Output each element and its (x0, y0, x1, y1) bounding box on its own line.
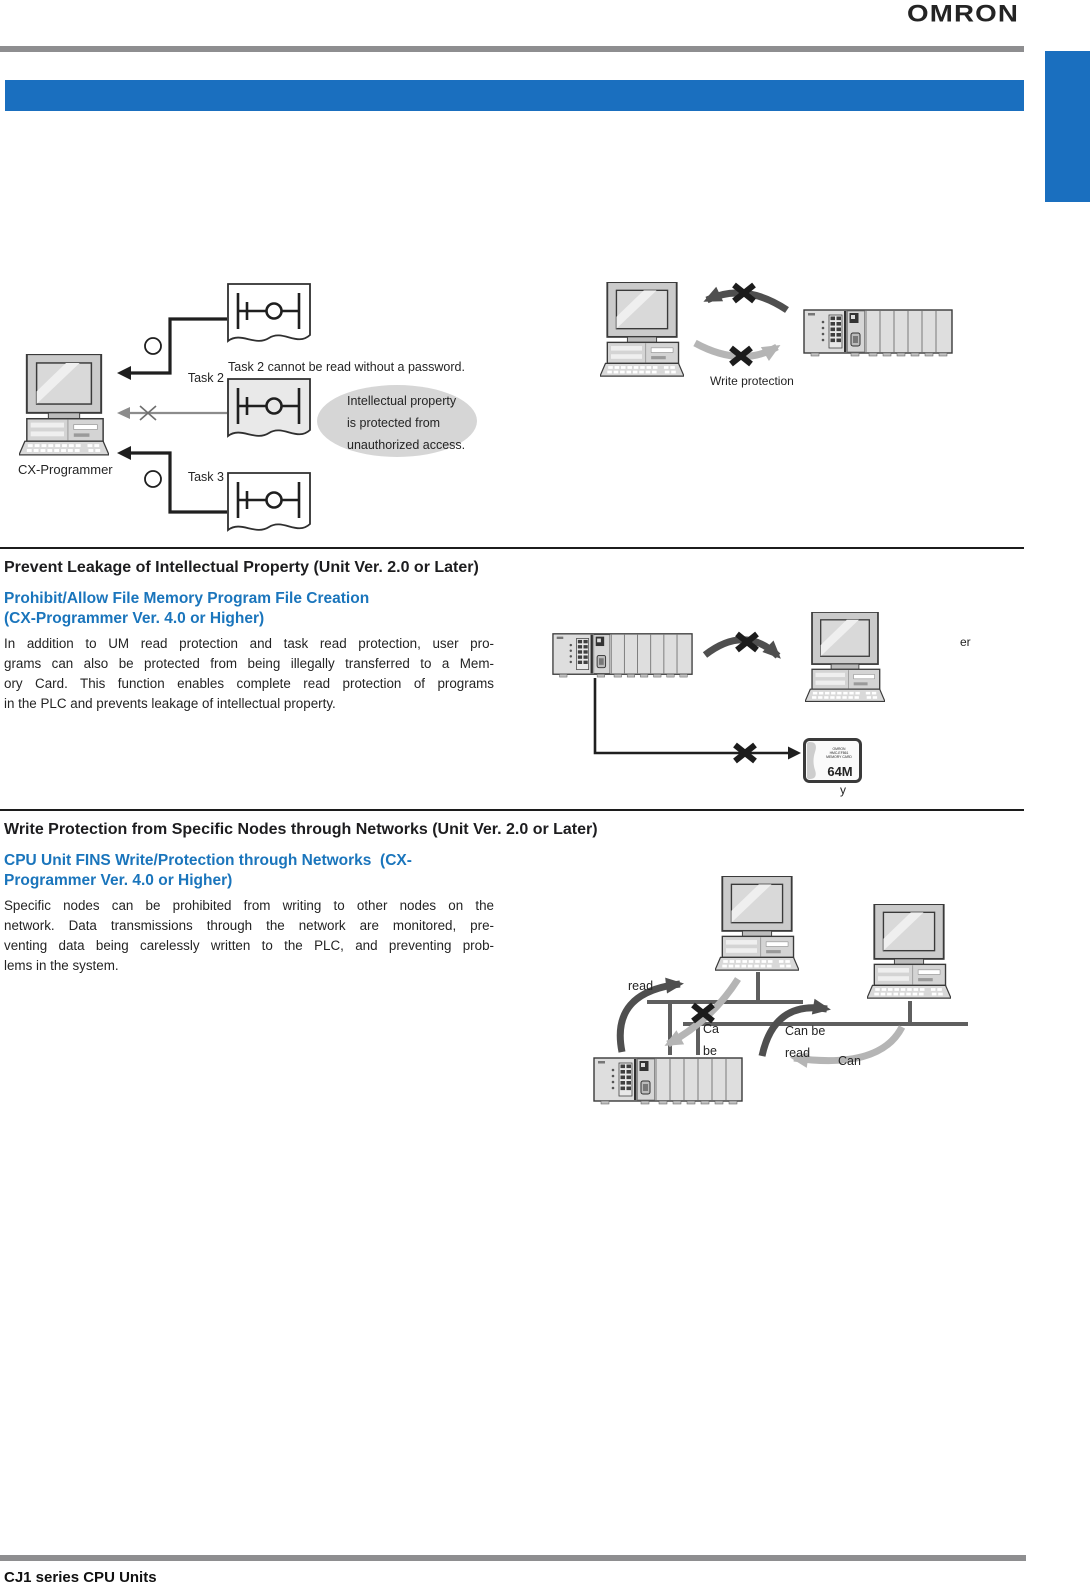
body-line: venting data being carelessly written to the PLC, and preventing prob- (4, 938, 494, 953)
label-can: Can (838, 1054, 861, 1068)
section-rule (0, 809, 1024, 811)
task2-sheet-icon (228, 379, 310, 436)
body-line: ory Card. This function enables complete read protection of programs (4, 676, 494, 691)
plc-icon (553, 634, 692, 677)
label-be: be (703, 1044, 717, 1058)
computer-icon (600, 282, 684, 376)
write-protection-diagram (583, 278, 955, 392)
footer-rule (0, 1555, 1026, 1561)
plc-icon (804, 310, 952, 356)
label-ca: Ca (703, 1022, 719, 1036)
footer-product-title: CJ1 series CPU Units (4, 1569, 157, 1586)
task2-label: Task 2 (187, 371, 224, 385)
cx-programmer-label: CX-Programmer (18, 462, 113, 477)
task1-sheet-icon (228, 284, 310, 341)
sub-heading-line: CPU Unit FINS Write/Protection through Networks (CX- (4, 852, 412, 869)
section-title-bar (5, 80, 1024, 111)
clipped-text-er: er (960, 635, 971, 649)
label-can-be: Can be (785, 1024, 826, 1038)
header-rule (0, 46, 1024, 52)
computer-icon (19, 354, 109, 455)
callout-line: Intellectual property (347, 394, 457, 408)
omron-logo (905, 2, 1021, 26)
arrow-blocked-icon (117, 407, 130, 419)
body-line: lems in the system. (4, 958, 119, 973)
write-protection-label: Write protection (710, 374, 794, 388)
callout-line: unauthorized access. (347, 438, 466, 452)
memory-card-text: OMRON (832, 747, 846, 751)
task-protection-diagram (18, 275, 488, 541)
sub-heading-line: Prohibit/Allow File Memory Program File Creation (4, 590, 370, 607)
allowed-circle-icon (145, 338, 161, 354)
callout-line: is protected from (347, 416, 441, 430)
arrow-top-icon (117, 366, 131, 380)
network-protection-diagram (588, 862, 990, 1112)
memory-card-capacity-label: 64M (827, 764, 853, 779)
task3-sheet-icon (228, 473, 310, 530)
body-line: in the PLC and prevents leakage of intellectual property. (4, 696, 336, 711)
computer-icon (715, 876, 799, 970)
plc-icon (594, 1058, 742, 1104)
omron-logo-text: OMRON (907, 2, 1019, 26)
section-body (4, 634, 494, 714)
arrow-bottom-icon (117, 446, 131, 460)
clipped-text-y: y (840, 783, 846, 797)
computer-icon (867, 904, 951, 998)
section-body (4, 896, 494, 976)
password-caption: Task 2 cannot be read without a password. (228, 360, 465, 374)
body-line: network. Data transmissions through the network are monitored, pre- (4, 918, 494, 933)
sub-heading (4, 589, 369, 629)
section-heading: Prevent Leakage of Intellectual Property (Unit Ver. 2.0 or Later) (4, 559, 479, 576)
label-read: read (628, 979, 654, 993)
computer-icon (805, 612, 885, 701)
section-rule (0, 547, 1024, 549)
task3-label: Task 3 (187, 470, 224, 484)
page-edge-tab (1045, 51, 1090, 202)
card-transfer-arrow-icon (788, 747, 801, 760)
sub-heading-line: Programmer Ver. 4.0 or Higher) (4, 872, 233, 889)
card-transfer-line (595, 678, 788, 753)
body-line: In addition to UM read protection and task read protection, user pro- (4, 636, 494, 651)
body-line: Specific nodes can be prohibited from writing to other nodes on the (4, 898, 494, 913)
body-line: grams can also be protected from being illegally transferred to a Mem- (4, 656, 494, 671)
sub-heading (4, 851, 412, 891)
memory-card-protection-diagram (540, 598, 990, 800)
section-heading: Write Protection from Specific Nodes through Networks (Unit Ver. 2.0 or Later) (4, 821, 598, 838)
allowed-circle-icon (145, 471, 161, 487)
sub-heading-line: (CX-Programmer Ver. 4.0 or Higher) (4, 610, 265, 627)
memory-card-text: MEMORY CARD (826, 755, 852, 759)
label-read-2: read (785, 1046, 811, 1060)
memory-card-text: HMC-EF861 (829, 751, 849, 755)
